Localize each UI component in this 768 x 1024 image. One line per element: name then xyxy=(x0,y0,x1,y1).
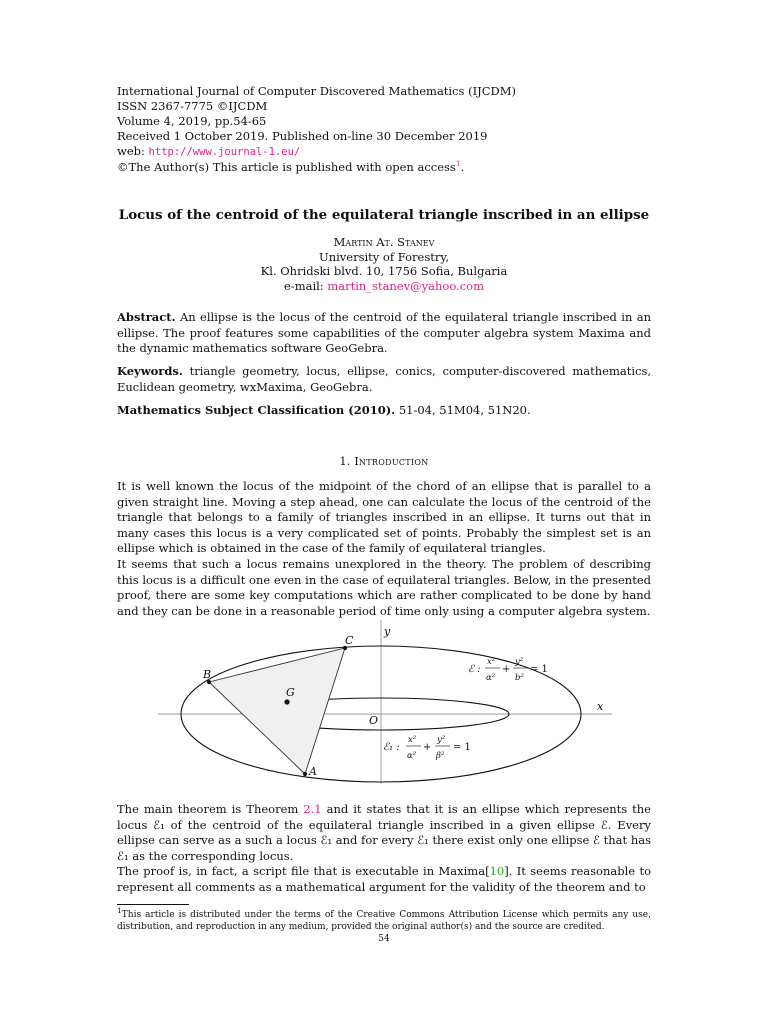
keywords-text: triangle geometry, locus, ellipse, conics, computer-discovered mathematics, Euclidean geometry, wxMaxima, GeoGebra. xyxy=(117,364,651,394)
point-A xyxy=(303,772,307,776)
eq2-den-a: α² xyxy=(407,751,417,761)
volume: Volume 4, 2019, pp.54-65 xyxy=(117,114,267,128)
keywords xyxy=(117,364,651,395)
label-G: G xyxy=(286,686,295,699)
citation-ref-link[interactable]: 10 xyxy=(489,864,505,878)
eq2-num-y: y² xyxy=(437,735,446,745)
body-paragraph-3 xyxy=(117,802,651,864)
footnote-mark: 1 xyxy=(117,906,122,915)
author-email-line xyxy=(117,279,651,294)
eq2-plus: + xyxy=(423,742,432,753)
open-access-line xyxy=(117,160,651,175)
paper-title: Locus of the centroid of the equilateral triangle inscribed in an ellipse xyxy=(118,207,650,223)
p4-text-b: ]. It seems reasonable to represent all comments as a mathematical argument for the validity of the theorem and to xyxy=(117,864,651,894)
msc xyxy=(117,403,651,419)
eq1-den-a: α² xyxy=(486,673,496,683)
body-paragraph-4 xyxy=(117,864,651,895)
ellipse-figure xyxy=(150,616,620,786)
open-access-text: ©The Author(s) This article is published with open access xyxy=(117,160,456,174)
journal-url-link[interactable]: http://www.journal-1.eu/ xyxy=(148,146,301,158)
label-C: C xyxy=(345,634,354,647)
web-line xyxy=(117,144,651,160)
equation-E1 xyxy=(383,735,471,761)
abstract xyxy=(117,310,651,357)
theorem-ref-link[interactable]: 2.1 xyxy=(303,802,322,816)
eq1-den-b: b² xyxy=(515,673,524,683)
footnote-text: This article is distributed under the terms of the Creative Commons Attribution License which permits any use, distribution, and reproduction in any medium, provided the original author(s) and the source are credited. xyxy=(117,910,651,932)
eq2-rhs: = 1 xyxy=(453,742,471,753)
eq1-plus: + xyxy=(502,664,511,675)
label-A: A xyxy=(309,765,317,778)
footnote xyxy=(117,906,651,933)
received-date: Received 1 October 2019. Published on-line 30 December 2019 xyxy=(117,129,488,143)
intro-paragraph-1: It is well known the locus of the midpoint of the chord of an ellipse that is parallel to a given straight line. Moving a step ahead, one can calculate the locus of the centroid of the triangle that belongs to a family of triangles inscribed in an ellipse. It turns out that in many cases this locus is a very complicated set of points. Probably the simplest set is an ellipse which is obtained in the case of the family of equilateral triangles. xyxy=(117,479,651,555)
issn: ISSN 2367-7775 ©IJCDM xyxy=(117,99,268,113)
journal-name: International Journal of Computer Discovered Mathematics (IJCDM) xyxy=(117,84,517,98)
page-number: 54 xyxy=(378,934,390,944)
abstract-label: Abstract. xyxy=(117,310,176,324)
equilateral-triangle xyxy=(209,648,345,774)
eq2-name: ℰ₁ : xyxy=(383,742,400,753)
author-affiliation: University of Forestry, xyxy=(319,249,449,264)
msc-label: Mathematics Subject Classification (2010). xyxy=(117,403,396,417)
point-G-centroid xyxy=(284,699,289,704)
label-y-axis: y xyxy=(384,625,391,638)
keywords-label: Keywords. xyxy=(117,364,183,378)
eq1-rhs: = 1 xyxy=(530,664,548,675)
label-x-axis: x xyxy=(597,700,604,713)
eq1-num-y: y² xyxy=(515,657,524,667)
eq1-name: ℰ : xyxy=(468,664,481,675)
p4-text-a: The proof is, in fact, a script file that is executable in Maxima[ xyxy=(117,864,490,878)
journal-header xyxy=(117,84,651,175)
author-block xyxy=(117,235,651,293)
footnote-ref-1[interactable]: 1 xyxy=(455,159,461,169)
eq1-num-x: x² xyxy=(487,657,496,667)
author-address: Kl. Ohridski blvd. 10, 1756 Sofia, Bulgaria xyxy=(260,264,508,278)
p3-text-b: and it states that it is an ellipse which represents the locus ℰ₁ of the centroid of the equilateral triangle inscribed in a given ellipse ℰ. Every ellipse can serve as a such a locus ℰ₁ and for every ℰ₁ there exist only one ellipse ℰ that has ℰ₁ as the corresponding locus. xyxy=(117,802,651,863)
section-heading-introduction: 1. Introduction xyxy=(339,455,429,468)
eq2-num-x: x² xyxy=(408,735,417,745)
author-email-link[interactable]: martin_stanev@yahoo.com xyxy=(327,278,484,293)
abstract-text: An ellipse is the locus of the centroid of the equilateral triangle inscribed in an ellipse. The proof features some capabilities of the computer algebra system Maxima and the dynamic mathematics software GeoGebra. xyxy=(117,310,651,355)
p3-text-a: The main theorem is Theorem xyxy=(117,802,304,816)
label-O: O xyxy=(369,714,379,727)
msc-text: 51-04, 51M04, 51N20. xyxy=(395,403,531,417)
footnote-rule xyxy=(117,904,189,905)
label-B: B xyxy=(203,668,212,681)
author-name: Martin At. Stanev xyxy=(333,235,435,249)
email-label: e-mail: xyxy=(284,278,328,293)
eq2-den-b: β² xyxy=(436,751,445,761)
open-access-period: . xyxy=(460,160,465,174)
intro-paragraph-2: It seems that such a locus remains unexplored in the theory. The problem of describing this locus is a difficult one even in the case of equilateral triangles. Below, in the presented proof, there are some key computations which are rather complicated to be done by hand and they can be done in a reasonable period of time only using a computer algebra system. xyxy=(117,557,651,618)
web-label: web: xyxy=(117,144,149,158)
